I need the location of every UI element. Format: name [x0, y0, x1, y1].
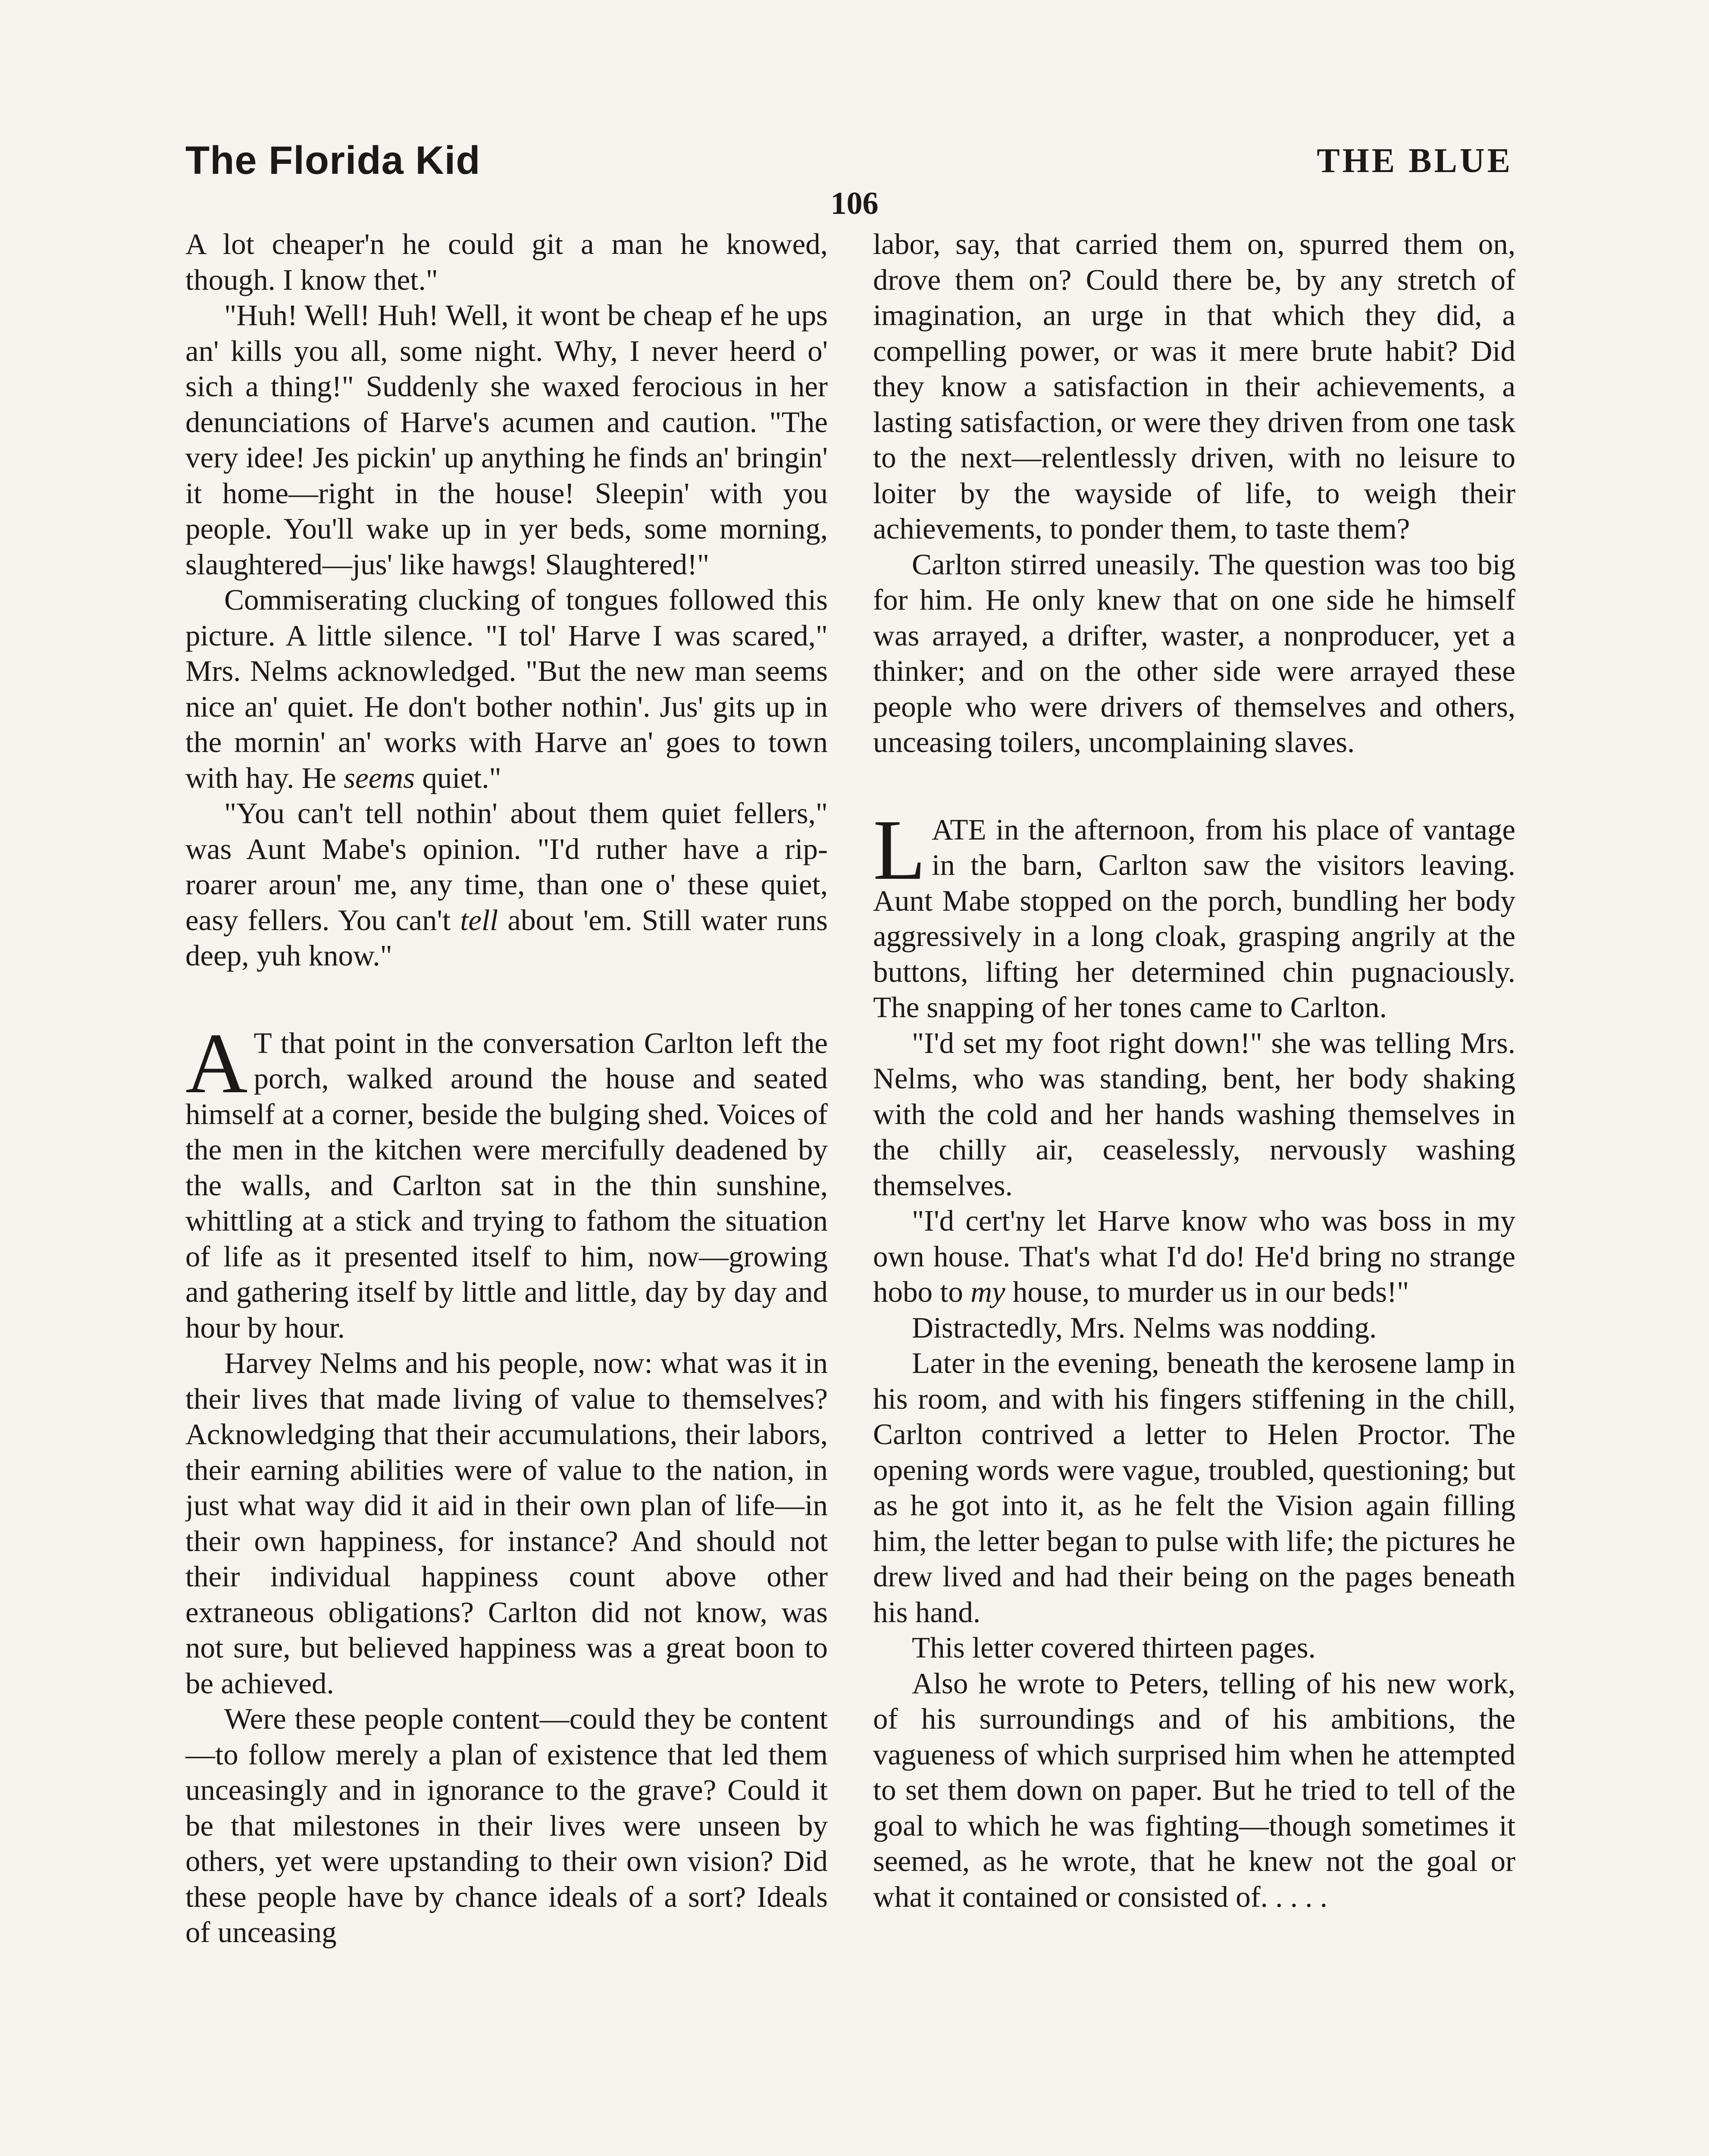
paragraph: "You can't tell nothin' about them quiet fellers," was Aunt Mabe's opinion. "I'd ruther have a rip-roarer aroun' me, any time, than one o' these quiet, easy fellers. You can't tell about 'em. Still water runs deep, yuh know."	[185, 797, 828, 972]
paragraph: Were these people content—could they be content—to follow merely a plan of existence that led them unceasingly and in ignorance to the grave? Could it be that milestones in their lives were unseen by others, yet were upstanding to their own vision? Did these people have by chance ideals of a sort? Ideals of unceasing	[185, 1702, 828, 1949]
paragraph: Commiserating clucking of tongues followed this picture. A little silence. "I tol' Harve I was scared," Mrs. Nelms acknowledged. "But the new man seems nice an' quiet. He don't bother nothin'. Jus' gits up in the mornin' an' works with Harve an' goes to town with hay. He seems quiet."	[185, 583, 828, 794]
paragraph: A lot cheaper'n he could git a man he knowed, though. I know thet."	[185, 228, 828, 296]
left-column	[185, 226, 828, 2156]
emphasis: seems	[344, 761, 415, 794]
paragraph: "Huh! Well! Huh! Well, it wont be cheap ef he ups an' kills you all, some night. Why, I never heerd o' sich a thing!" Suddenly she waxed ferocious in her denunciations of Harve's acumen and caution. "The very idee! Jes pickin' up anything he finds an' bringin' it home—right in the house! Sleepin' with you people. You'll wake up in yer beds, some morning, slaughtered—jus' like hawgs! Slaughtered!"	[185, 299, 828, 581]
paragraph: Carlton stirred uneasily. The question was too big for him. He only knew that on one side he himself was arrayed, a drifter, waster, a nonproducer, yet a thinker; and on the other side were arrayed these people who were drivers of themselves and others, unceasing toilers, uncomplaining slaves.	[873, 548, 1515, 758]
emphasis: tell	[460, 903, 498, 937]
paragraph: Also he wrote to Peters, telling of his new work, of his surroundings and of his ambitions, the vagueness of which surprised him when he attempted to set them down on paper. But he tried to tell of the goal to which he was fighting—though sometimes it seemed, as he wrote, that he knew not the goal or what it contained or consisted of. . . . .	[873, 1667, 1515, 1913]
text-columns	[185, 226, 1515, 2156]
paragraph: labor, say, that carried them on, spurred them on, drove them on? Could there be, by any stretch of imagination, an urge in that which they did, a compelling power, or was it mere brute habit? Did they know a satisfaction in their achievements, a lasting satisfaction, or were they driven from one task to the next—relentlessly driven, with no leisure to loiter by the wayside of life, to weigh their achievements, to ponder them, to taste them?	[873, 228, 1515, 545]
story-title: The Florida Kid	[185, 138, 481, 182]
drop-cap: L	[873, 802, 926, 898]
paragraph: This letter covered thirteen pages.	[912, 1631, 1316, 1664]
paragraph: "I'd set my foot right down!" she was telling Mrs. Nelms, who was standing, bent, her body shaking with the cold and her hands washing themselves in the chilly air, ceaselessly, nervously washing themselves.	[873, 1026, 1515, 1202]
page-header	[185, 129, 1513, 194]
section-paragraph: A T that point in the conversation Carlton left the porch, walked around the house and seated himself at a corner, beside the bulging shed. Voices of the men in the kitchen were mercifully deadened by the walls, and Carlton sat in the thin sunshine, whittling at a stick and trying to fathom the situation of life as it presented itself to him, now—growing and gathering itself by little and little, day by day and hour by hour.	[185, 1015, 828, 1344]
magazine-title: THE BLUE	[1317, 142, 1513, 180]
paragraph: Later in the evening, beneath the kerosene lamp in his room, and with his fingers stiffening in the chill, Carlton contrived a letter to Helen Proctor. The opening words were vague, troubled, questioning; but as he got into it, as he felt the Vision again filling him, the letter began to pulse with life; the pictures he drew lived and had their being on the pages beneath his hand.	[873, 1347, 1515, 1629]
drop-cap: A	[185, 1015, 248, 1111]
paragraph: Distractedly, Mrs. Nelms was nodding.	[912, 1311, 1377, 1344]
right-column	[873, 226, 1515, 2156]
paragraph: Harvey Nelms and his people, now: what was it in their lives that made living of value to themselves? Acknowledging that their accumulations, their labors, their earning abilities were of value to the nation, in just what way did it aid in their own plan of life—in their own happiness, for instance? And should not their individual happiness count above other extraneous obligations? Carlton did not know, was not sure, but believed happiness was a great boon to be achieved.	[185, 1347, 828, 1700]
paragraph: "I'd cert'ny let Harve know who was boss in my own house. That's what I'd do! He'd bring no strange hobo to my house, to murder us in our beds!"	[873, 1204, 1515, 1308]
page-number: 106	[830, 186, 879, 221]
emphasis: my	[970, 1275, 1005, 1308]
section-paragraph: LATE in the afternoon, from his place of vantage in the barn, Carlton saw the visitors leaving. Aunt Mabe stopped on the porch, bundling her body aggressively in a long cloak, grasping angrily at the buttons, lifting her determined chin pugnaciously. The snapping of her tones came to Carlton.	[873, 802, 1515, 1024]
